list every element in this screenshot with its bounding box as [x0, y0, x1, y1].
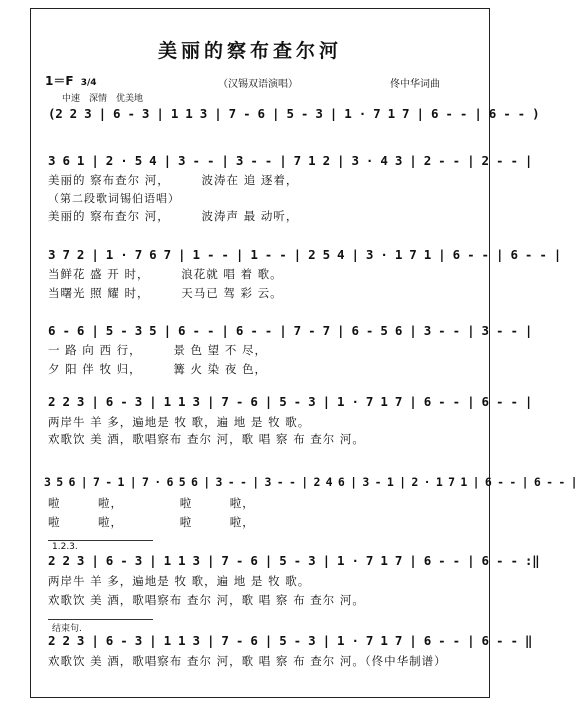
subtitle: （汉锡双语演唱） — [218, 79, 298, 90]
lyric-line-6-2: 啦 啦， 啦 啦， — [48, 515, 255, 529]
lyric-line-8-1: 欢歌饮 美 酒，歌唱察布 查尔 河，歌 唱 察 布 查尔 河。（佟中华制谱） — [48, 654, 447, 668]
lyric-line-3-1: 当鲜花 盛 开 时， 浪花就 唱 着 歌。 — [48, 267, 283, 281]
notation-line-6: 3 5 6 | 7 - 1 | 7 · 6 5 6 | 3 - - | 3 - - | 2 4 6 | 3 - 1 | 2 · 1 7 1 | 6 - - | 6 - - | — [44, 475, 577, 489]
song-title: 美丽的察布查尔河 — [157, 40, 342, 62]
notation-line-1: (2 2 3 | 6 - 3 | 1 1 3 | 7 - 6 | 5 - 3 | 1 · 7 1 7 | 6 - - | 6 - - ) — [48, 106, 540, 121]
notation-line-5: 2 2 3 | 6 - 3 | 1 1 3 | 7 - 6 | 5 - 3 | 1 · 7 1 7 | 6 - - | 6 - - | — [48, 394, 533, 409]
lyric-line-6-1: 啦 啦， 啦 啦， — [48, 496, 255, 510]
key-signature — [45, 72, 97, 89]
tempo-marking: 中速 深情 优美地 — [62, 94, 144, 104]
time-signature: 3/4 — [80, 78, 97, 88]
lyric-line-7-2: 欢歌饮 美 酒，歌唱察布 查尔 河，歌 唱 察 布 查尔 河。 — [48, 593, 365, 607]
lyric-line-5-1: 两岸牛 羊 多，遍地是 牧 歌，遍 地 是 牧 歌。 — [48, 415, 311, 429]
notation-line-4: 6 - 6 | 5 - 3 5 | 6 - - | 6 - - | 7 - 7 | 6 - 5 6 | 3 - - | 3 - - | — [48, 323, 533, 338]
notation-line-2: 3 6 1 | 2 · 5 4 | 3 - - | 3 - - | 7 1 2 | 3 · 4 3 | 2 - - | 2 - - | — [48, 153, 533, 168]
volta-bracket-2 — [48, 619, 153, 620]
key-text: 1＝F — [45, 74, 74, 88]
volta-label-1: 1.2.3. — [52, 542, 78, 552]
lyric-line-4-1: 一 路 向 西 行， 景 色 望 不 尽， — [48, 343, 267, 357]
lyric-line-4-2: 夕 阳 伴 牧 归， 篝 火 染 夜 色， — [48, 362, 267, 376]
volta-bracket-1 — [48, 540, 153, 541]
lyric-line-2-3: 美丽的 察布查尔 河， 波涛声 最 动听， — [48, 209, 299, 223]
lyric-line-3-2: 当曙光 照 耀 时， 天马已 驾 彩 云。 — [48, 286, 283, 300]
lyric-line-5-2: 欢歌饮 美 酒，歌唱察布 查尔 河，歌 唱 察 布 查尔 河。 — [48, 432, 365, 446]
lyric-line-2-1: 美丽的 察布查尔 河， 波涛在 追 逐着， — [48, 173, 299, 187]
notation-line-7: 2 2 3 | 6 - 3 | 1 1 3 | 7 - 6 | 5 - 3 | 1 · 7 1 7 | 6 - - | 6 - - :‖ — [48, 553, 540, 568]
notation-line-3: 3 7 2 | 1 · 7 6 7 | 1 - - | 1 - - | 2 5 4 | 3 · 1 7 1 | 6 - - | 6 - - | — [48, 247, 562, 262]
volta-label-2: 结束句. — [52, 624, 82, 634]
lyric-line-2-2: （第二段歌词锡伯语唱） — [48, 192, 180, 205]
notation-line-8: 2 2 3 | 6 - 3 | 1 1 3 | 7 - 6 | 5 - 3 | 1 · 7 1 7 | 6 - - | 6 - - ‖ — [48, 633, 533, 648]
composer: 佟中华词曲 — [390, 79, 440, 90]
lyric-line-7-1: 两岸牛 羊 多，遍地是 牧 歌，遍 地 是 牧 歌。 — [48, 574, 311, 588]
